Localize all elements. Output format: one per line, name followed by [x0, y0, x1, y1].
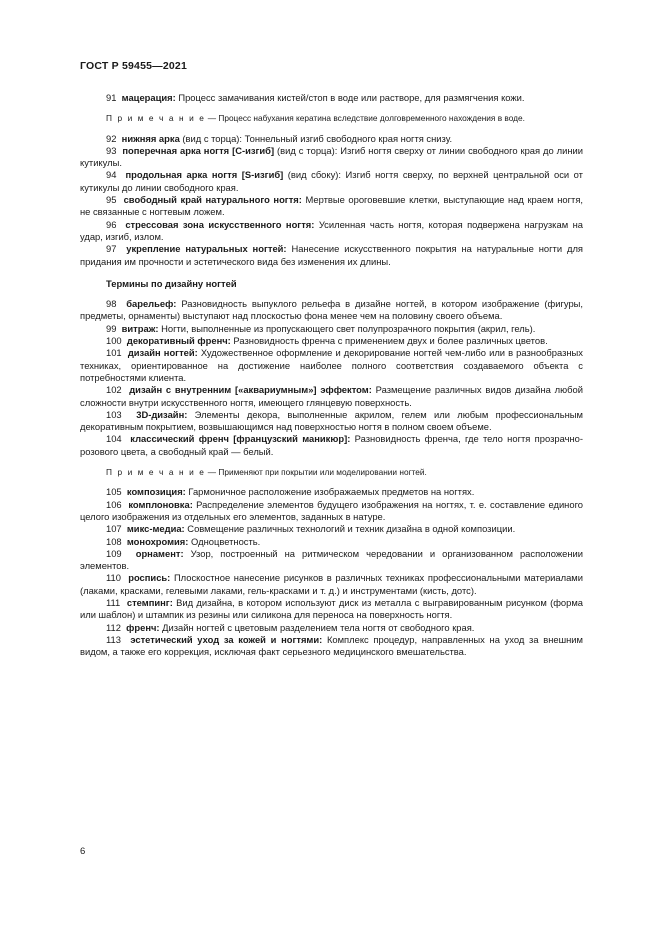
term-entry — [80, 335, 583, 347]
term-entry — [80, 219, 583, 244]
term-name: 3D-дизайн: — [136, 408, 188, 420]
term-name: дизайн с внутренним [«аквариумным»] эффектом: — [129, 384, 372, 396]
term-definition: Узор, построенный на ритмическом чередовании и организованном расположении элементов. — [80, 547, 583, 572]
term-name: орнамент: — [135, 547, 184, 559]
term-definition: Ногти, выполненные из пропускающего свет полупрозрачного покрытия (акрил, гель). — [161, 322, 536, 334]
term-name: стрессовая зона искусственного ногтя: — [125, 218, 315, 230]
term-entry — [80, 433, 583, 458]
term-definition: Одноцветность. — [191, 535, 261, 547]
term-name: барельеф: — [126, 298, 177, 310]
term-number: 113 — [106, 633, 121, 645]
note-text: — Процесс набухания кератина вследствие долговременного нахождения в воде. — [207, 113, 525, 124]
term-name: продольная арка ногтя [S-изгиб] — [125, 169, 284, 181]
term-number: 107 — [106, 523, 122, 535]
term-number: 92 — [106, 132, 117, 144]
term-number: 91 — [106, 92, 117, 103]
term-definition: Вид дизайна, в котором используют диск из металла с выгравированным рисунком (форма или шаблон) и штампик из резины или силикона для переноса на поверхность ногтя. — [80, 596, 584, 621]
term-name: эстетический уход за кожей и ногтями: — [130, 633, 323, 645]
term-definition: Плоскостное нанесение рисунков в различных техниках профессиональными материалами (лаками, красками, гелевыми лаками, гель-красками и т. д.) и инструментами (кисть, дотс). — [80, 572, 583, 596]
term-entry — [80, 384, 583, 409]
term-entry — [80, 194, 583, 219]
term-name: монохромия: — [126, 535, 189, 547]
term-entry — [80, 548, 583, 573]
term-definition: (вид с торца): Тоннельный изгиб свободного края ногтя снизу. — [182, 132, 453, 144]
term-entry — [80, 597, 583, 622]
term-definition: Разновидность френча, где тело ногтя прозрачно-розового цвета, а свободный край — белый. — [80, 433, 583, 457]
term-number: 99 — [106, 322, 117, 334]
term-number: 110 — [106, 572, 121, 584]
terms-content — [80, 92, 583, 658]
term-note — [80, 112, 583, 124]
term-name: микс-медиа: — [126, 523, 185, 535]
term-definition: Процесс замачивания кистей/стоп в воде или растворе, для размягчения кожи. — [178, 92, 525, 103]
term-entry — [80, 572, 583, 597]
term-definition: Мертвые ороговевшие клетки, выступающие над краем ногтя, не связанные с ногтевым ложем. — [80, 194, 583, 218]
term-number: 97 — [106, 243, 117, 255]
term-note — [80, 466, 583, 478]
term-entry — [80, 347, 583, 384]
term-name: нижняя арка — [121, 132, 180, 144]
term-name: стемпинг: — [126, 596, 173, 608]
term-number: 93 — [106, 144, 117, 156]
term-definition: Элементы декора, выполненные акрилом, гелем или любым профессиональным декоративным покрытием, возвышающимся над поверхностью ногтя в полном своем объеме. — [80, 408, 583, 433]
term-definition: Художественное оформление и декорирование ногтей чем-либо или в разнообразных техниках, ориентированное на достижение наиболее полного соответствия создаваемого объекта с потребностями клиента. — [80, 347, 583, 383]
page-number: 6 — [80, 846, 86, 857]
term-name: витраж: — [121, 322, 159, 334]
term-definition: (вид с торца): Изгиб ногтя сверху от линии свободного края до линии кутикулы. — [80, 144, 583, 169]
term-definition: Усиленная часть ногтя, которая подвержена нагрузкам на удар, изгиб, излом. — [80, 218, 583, 242]
term-number: 109 — [106, 547, 122, 559]
term-name: френч: — [126, 621, 160, 633]
term-entry — [80, 486, 583, 498]
term-definition: Нанесение искусственного покрытия на натуральные ногти для придания им прочности и эстетического вида без изменения их длины. — [80, 243, 583, 267]
term-number: 100 — [106, 335, 122, 347]
note-prefix: П р и м е ч а н и е — [106, 467, 206, 478]
term-number: 102 — [106, 384, 122, 396]
term-name: комплоновка: — [128, 498, 193, 510]
term-number: 95 — [106, 194, 117, 206]
term-entry — [80, 92, 583, 104]
note-text: — Применяют при покрытии или моделировании ногтей. — [207, 467, 427, 478]
document-header: ГОСТ Р 59455—2021 — [80, 60, 188, 72]
term-entry — [80, 145, 583, 170]
term-number: 105 — [106, 486, 122, 498]
term-entry — [80, 523, 583, 535]
term-definition: (вид сбоку): Изгиб ногтя сверху, по верхней центральной оси от кутикулы до линии свободного края. — [80, 169, 583, 193]
term-definition: Разновидность френча с применением двух и более различных цветов. — [233, 335, 548, 347]
term-name: классический френч [французский маникюр]: — [130, 433, 351, 445]
term-name: роспись: — [128, 572, 171, 584]
term-number: 106 — [106, 498, 122, 510]
term-number: 108 — [106, 535, 122, 547]
term-entry — [80, 634, 583, 659]
term-entry — [80, 499, 583, 524]
term-name: поперечная арка ногтя [С-изгиб] — [122, 144, 275, 156]
term-name: свободный край натурального ногтя: — [123, 194, 302, 206]
term-entry — [80, 169, 583, 194]
term-number: 112 — [106, 621, 121, 633]
term-definition: Разновидность выпуклого рельефа в дизайне ногтей, в котором изображение (фигуры, предметы, орнаменты) выступают над плоскостью фона менее чем на половину своего объема. — [80, 298, 584, 322]
term-definition: Комплекс процедур, направленных на уход за внешним видом, а также его коррекция, исключая факт серьезного медицинского вмешательства. — [80, 633, 583, 658]
term-entry — [80, 622, 583, 634]
term-entry — [80, 298, 583, 323]
term-number: 94 — [106, 169, 117, 181]
term-definition: Дизайн ногтей с цветовым разделением тела ногтя от свободного края. — [162, 621, 475, 633]
term-name: декоративный френч: — [126, 335, 231, 347]
term-name: укрепление натуральных ногтей: — [126, 243, 287, 255]
term-definition: Совмещение различных технологий и техник дизайна в одной композиции. — [187, 523, 516, 535]
term-number: 104 — [106, 433, 122, 445]
term-number: 103 — [106, 408, 122, 420]
term-number: 111 — [106, 596, 121, 608]
term-entry — [80, 323, 583, 335]
term-name: композиция: — [126, 486, 186, 498]
term-number: 101 — [106, 347, 122, 359]
term-definition: Гармоничное расположение изображаемых предметов на ногтях. — [188, 486, 475, 498]
section-title: Термины по дизайну ногтей — [106, 277, 237, 289]
term-definition: Размещение различных видов дизайна любой сложности внутри искусственного ногтя, имеющего глянцевую поверхность. — [80, 384, 583, 408]
term-number: 98 — [106, 298, 117, 310]
term-entry — [80, 409, 583, 434]
term-entry — [80, 536, 583, 548]
term-number: 96 — [106, 218, 117, 230]
term-name: дизайн ногтей: — [127, 347, 198, 359]
term-entry — [80, 133, 583, 145]
term-name: мацерация: — [121, 92, 176, 103]
note-prefix: П р и м е ч а н и е — [106, 113, 206, 124]
term-definition: Распределение элементов будущего изображения на ногтях, т. е. составление единого целого изображения из отдельных его элементов, заданных в натуре. — [80, 498, 583, 522]
term-entry — [80, 243, 583, 268]
